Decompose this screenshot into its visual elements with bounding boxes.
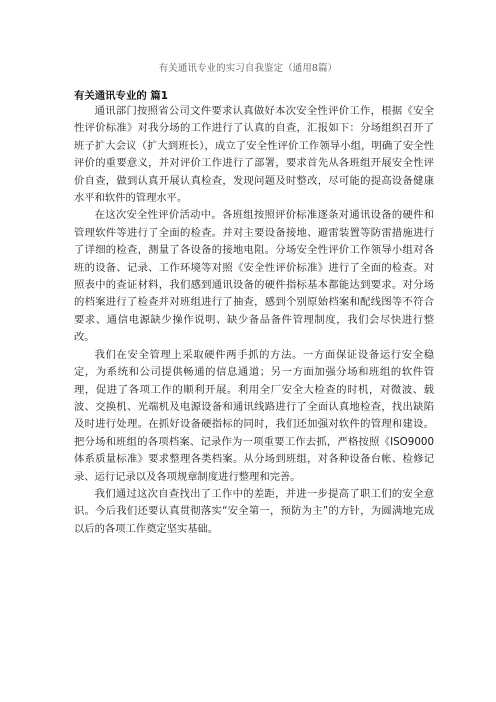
paragraph-1: 通讯部门按照省公司文件要求认真做好本次安全性评价工作，根据《安全性评价标准》对我分场的工作进行了认真的自查，汇报如下：分场组织召开了班子扩大会议（扩大到班长），成立了安全性评价工作领导小组，明确了安全性评价的重要意义，并对评价工作进行了部署，要求首先从各班组开展安全性评价自查，做到认真开展认真检查，发现问题及时整改，尽可能的提高设备健康水平和软件的管理水平。 xyxy=(74,105,434,205)
paragraph-2: 在这次安全性评价活动中。各班组按照评价标准逐条对通讯设备的硬件和管理软件等进行了全面的检查。并对主要设备接地、避雷装置等防雷措施进行了详细的检查，测量了各设备的接地电阻。分场安全性评价工作领导小组对各班的设备、记录、工作环境等对照《安全性评价标准》进行了全面的检查。对照表中的查证材料，我们感到通讯设备的硬件指标基本都能达到要求。对分场的档案进行了检查并对班组进行了抽查，感到个别原始档案和配线图等不符合要求、通信电源缺少操作说明、缺少备品备件管理制度，我们会尽快进行整改。 xyxy=(74,209,434,344)
section-heading: 有关通讯专业的 篇1 xyxy=(74,90,168,102)
paragraph-4: 我们通过这次自查找出了工作中的差距，并进一步提高了职工们的安全意识。今后我们还要认真贯彻落实“安全第一，预防为主”的方针，为圆满地完成以后的各项工作奠定坚实基础。 xyxy=(74,487,434,535)
document-body xyxy=(74,103,434,538)
document-title: 有关通讯专业的实习自我鉴定（通用8篇） xyxy=(158,63,338,74)
paragraph-3: 我们在安全管理上采取硬件两手抓的方法。一方面保证设备运行安全稳定，为系统和公司提供畅通的信息通道；另一方面加强分场和班组的软件管理，促进了各项工作的顺利开展。利用全厂安全大检查的时机，对微波、载波、交换机、光端机及电源设备和通讯线路进行了全面认真地检查，找出缺陷及时进行处理。在抓好设备硬指标的同时，我们还加强对软件的管理和建设。把分场和班组的各项档案、记录作为一项重要工作去抓，严格按照《ISO9000 体系质量标准》要求整理各类档案。从分场到班组，对各种设备台帐、检修记录、运行记录以及各项规章制度进行整理和完善。 xyxy=(74,348,434,483)
